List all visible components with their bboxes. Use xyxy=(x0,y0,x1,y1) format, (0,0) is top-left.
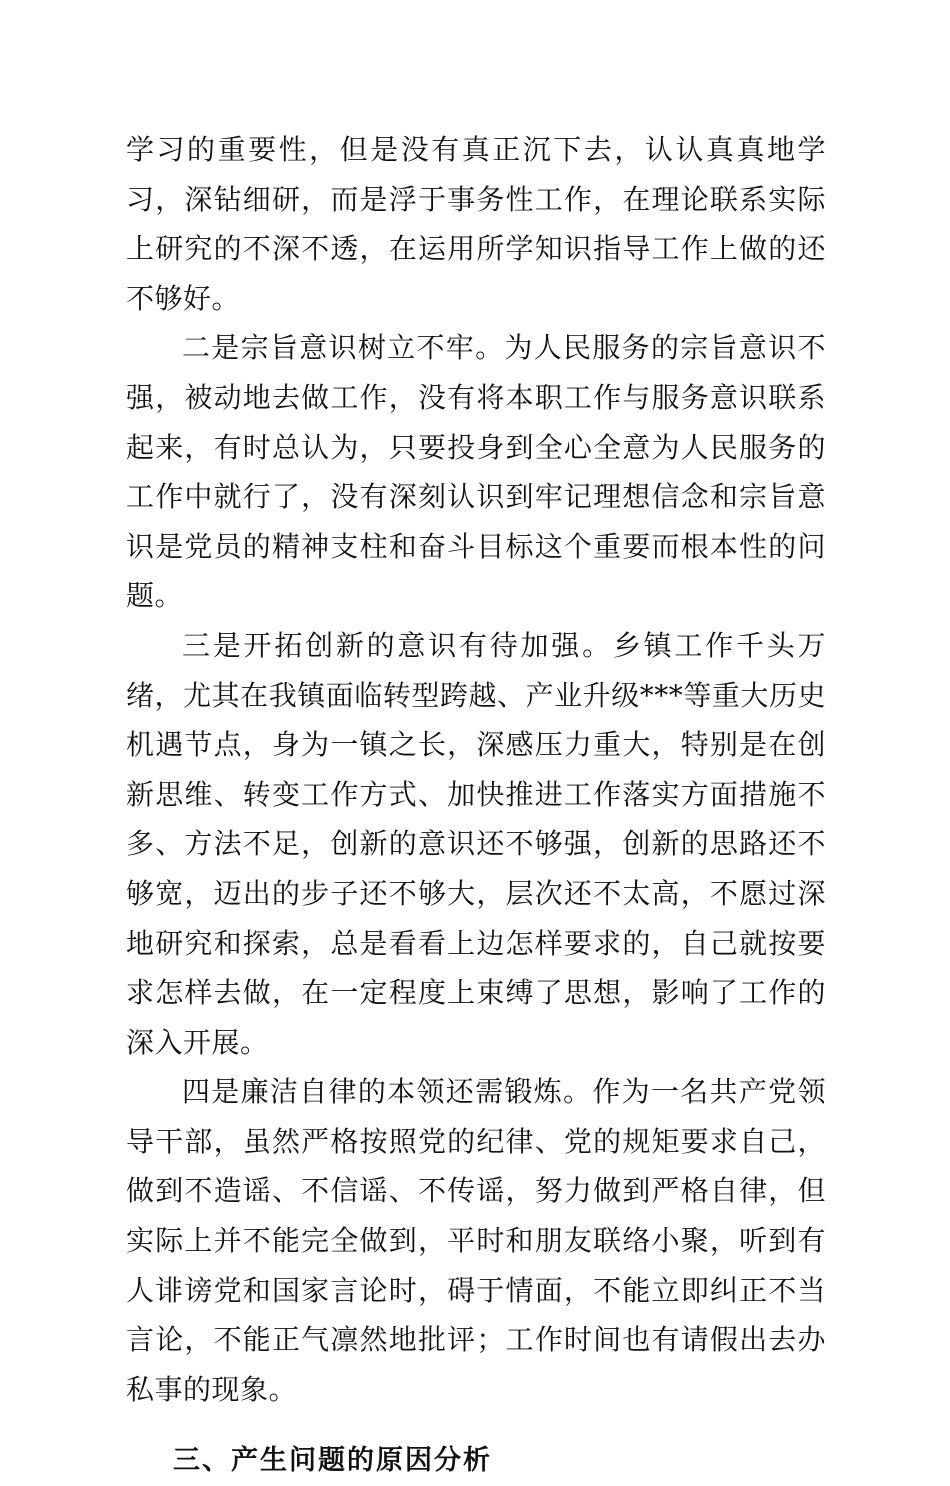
paragraph-purpose-awareness: 二是宗旨意识树立不牢。为人民服务的宗旨意识不强，被动地去做工作，没有将本职工作与服务意识联系起来，有时总认为，只要投身到全心全意为人民服务的工作中就行了，没有深刻认识到牢记理想信念和宗旨意识是党员的精神支柱和奋斗目标这个重要而根本性的问题。 xyxy=(126,331,826,613)
section-heading: 三、产生问题的原因分析 xyxy=(173,1445,492,1477)
paragraph-continuation: 学习的重要性，但是没有真正沉下去，认认真真地学习，深钻细研，而是浮于事务性工作，在理论联系实际上研究的不深不透，在运用所学知识指导工作上做的还不够好。 xyxy=(126,133,826,315)
paragraph-innovation-awareness: 三是开拓创新的意识有待加强。乡镇工作千头万绪，尤其在我镇面临转型跨越、产业升级***等重大历史机遇节点，身为一镇之长，深感压力重大，特别是在创新思维、转变工作方式、加快推进工作落实方面措施不多、方法不足，创新的意识还不够强，创新的思路还不够宽，迈出的步子还不够大，层次还不太高，不愿过深地研究和探索，总是看看上边怎样要求的，自己就按要求怎样去做，在一定程度上束缚了思想，影响了工作的深入开展。 xyxy=(126,628,826,1059)
paragraph-integrity-discipline: 四是廉洁自律的本领还需锻炼。作为一名共产党领导干部，虽然严格按照党的纪律、党的规矩要求自己，做到不造谣、不信谣、不传谣，努力做到严格自律，但实际上并不能完全做到，平时和朋友联络小聚，听到有人诽谤党和国家言论时，碍于情面，不能立即纠正不当言论，不能正气凛然地批评；工作时间也有请假出去办私事的现象。 xyxy=(126,1075,826,1406)
document-body xyxy=(126,125,826,1486)
